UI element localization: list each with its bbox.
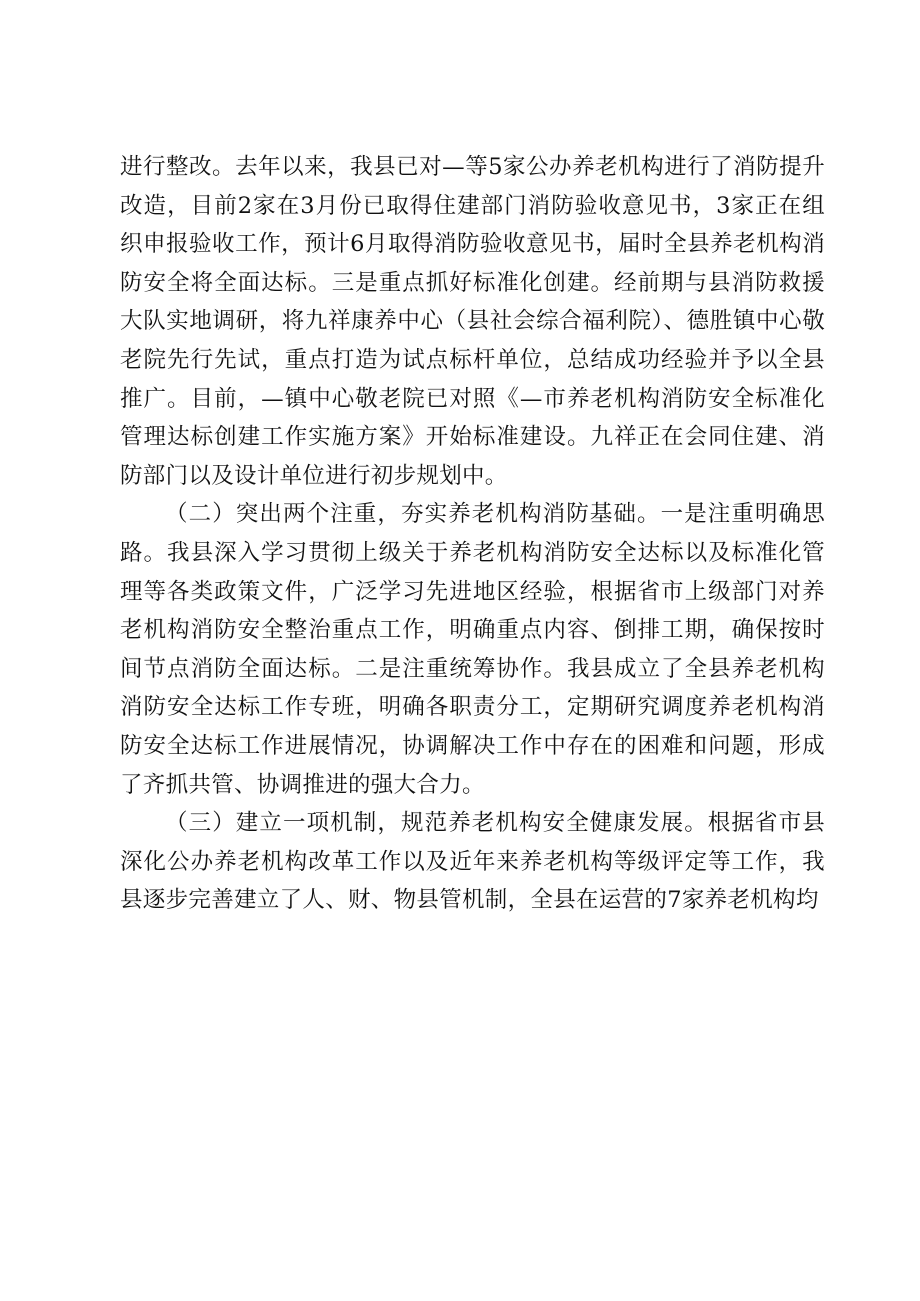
paragraph-section-3: （三）建立一项机制，规范养老机构安全健康发展。根据省市县深化公办养老机构改革工作以及近年来养老机构等级评定等工作，我县逐步完善建立了人、财、物县管机制，全县在运营的7家养老机构均 (120, 810, 825, 914)
paragraph-continuation: 进行整改。去年以来，我县已对—等5家公办养老机构进行了消防提升改造，目前2家在3月份已取得住建部门消防验收意见书，3家正在组织申报验收工作，预计6月取得消防验收意见书，届时全县养老机构消防安全将全面达标。三是重点抓好标准化创建。经前期与县消防救援大队实地调研，将九祥康养中心（县社会综合福利院）、德胜镇中心敬老院先行先试，重点打造为试点标杆单位，总结成功经验并予以全县推广。目前，—镇中心敬老院已对照《—市养老机构消防安全标准化管理达标创建工作实施方案》开始标准建设。九祥正在会同住建、消防部门以及设计单位进行初步规划中。 (120, 154, 825, 489)
document-body (120, 148, 825, 920)
paragraph-section-2: （二）突出两个注重，夯实养老机构消防基础。一是注重明确思路。我县深入学习贯彻上级关于养老机构消防安全达标以及标准化管理等各类政策文件，广泛学习先进地区经验，根据省市上级部门对养老机构消防安全整治重点工作，明确重点内容、倒排工期，确保按时间节点消防全面达标。二是注重统筹协作。我县成立了全县养老机构消防安全达标工作专班，明确各职责分工，定期研究调度养老机构消防安全达标工作进展情况，协调解决工作中存在的困难和问题，形成了齐抓共管、协调推进的强大合力。 (120, 501, 825, 798)
